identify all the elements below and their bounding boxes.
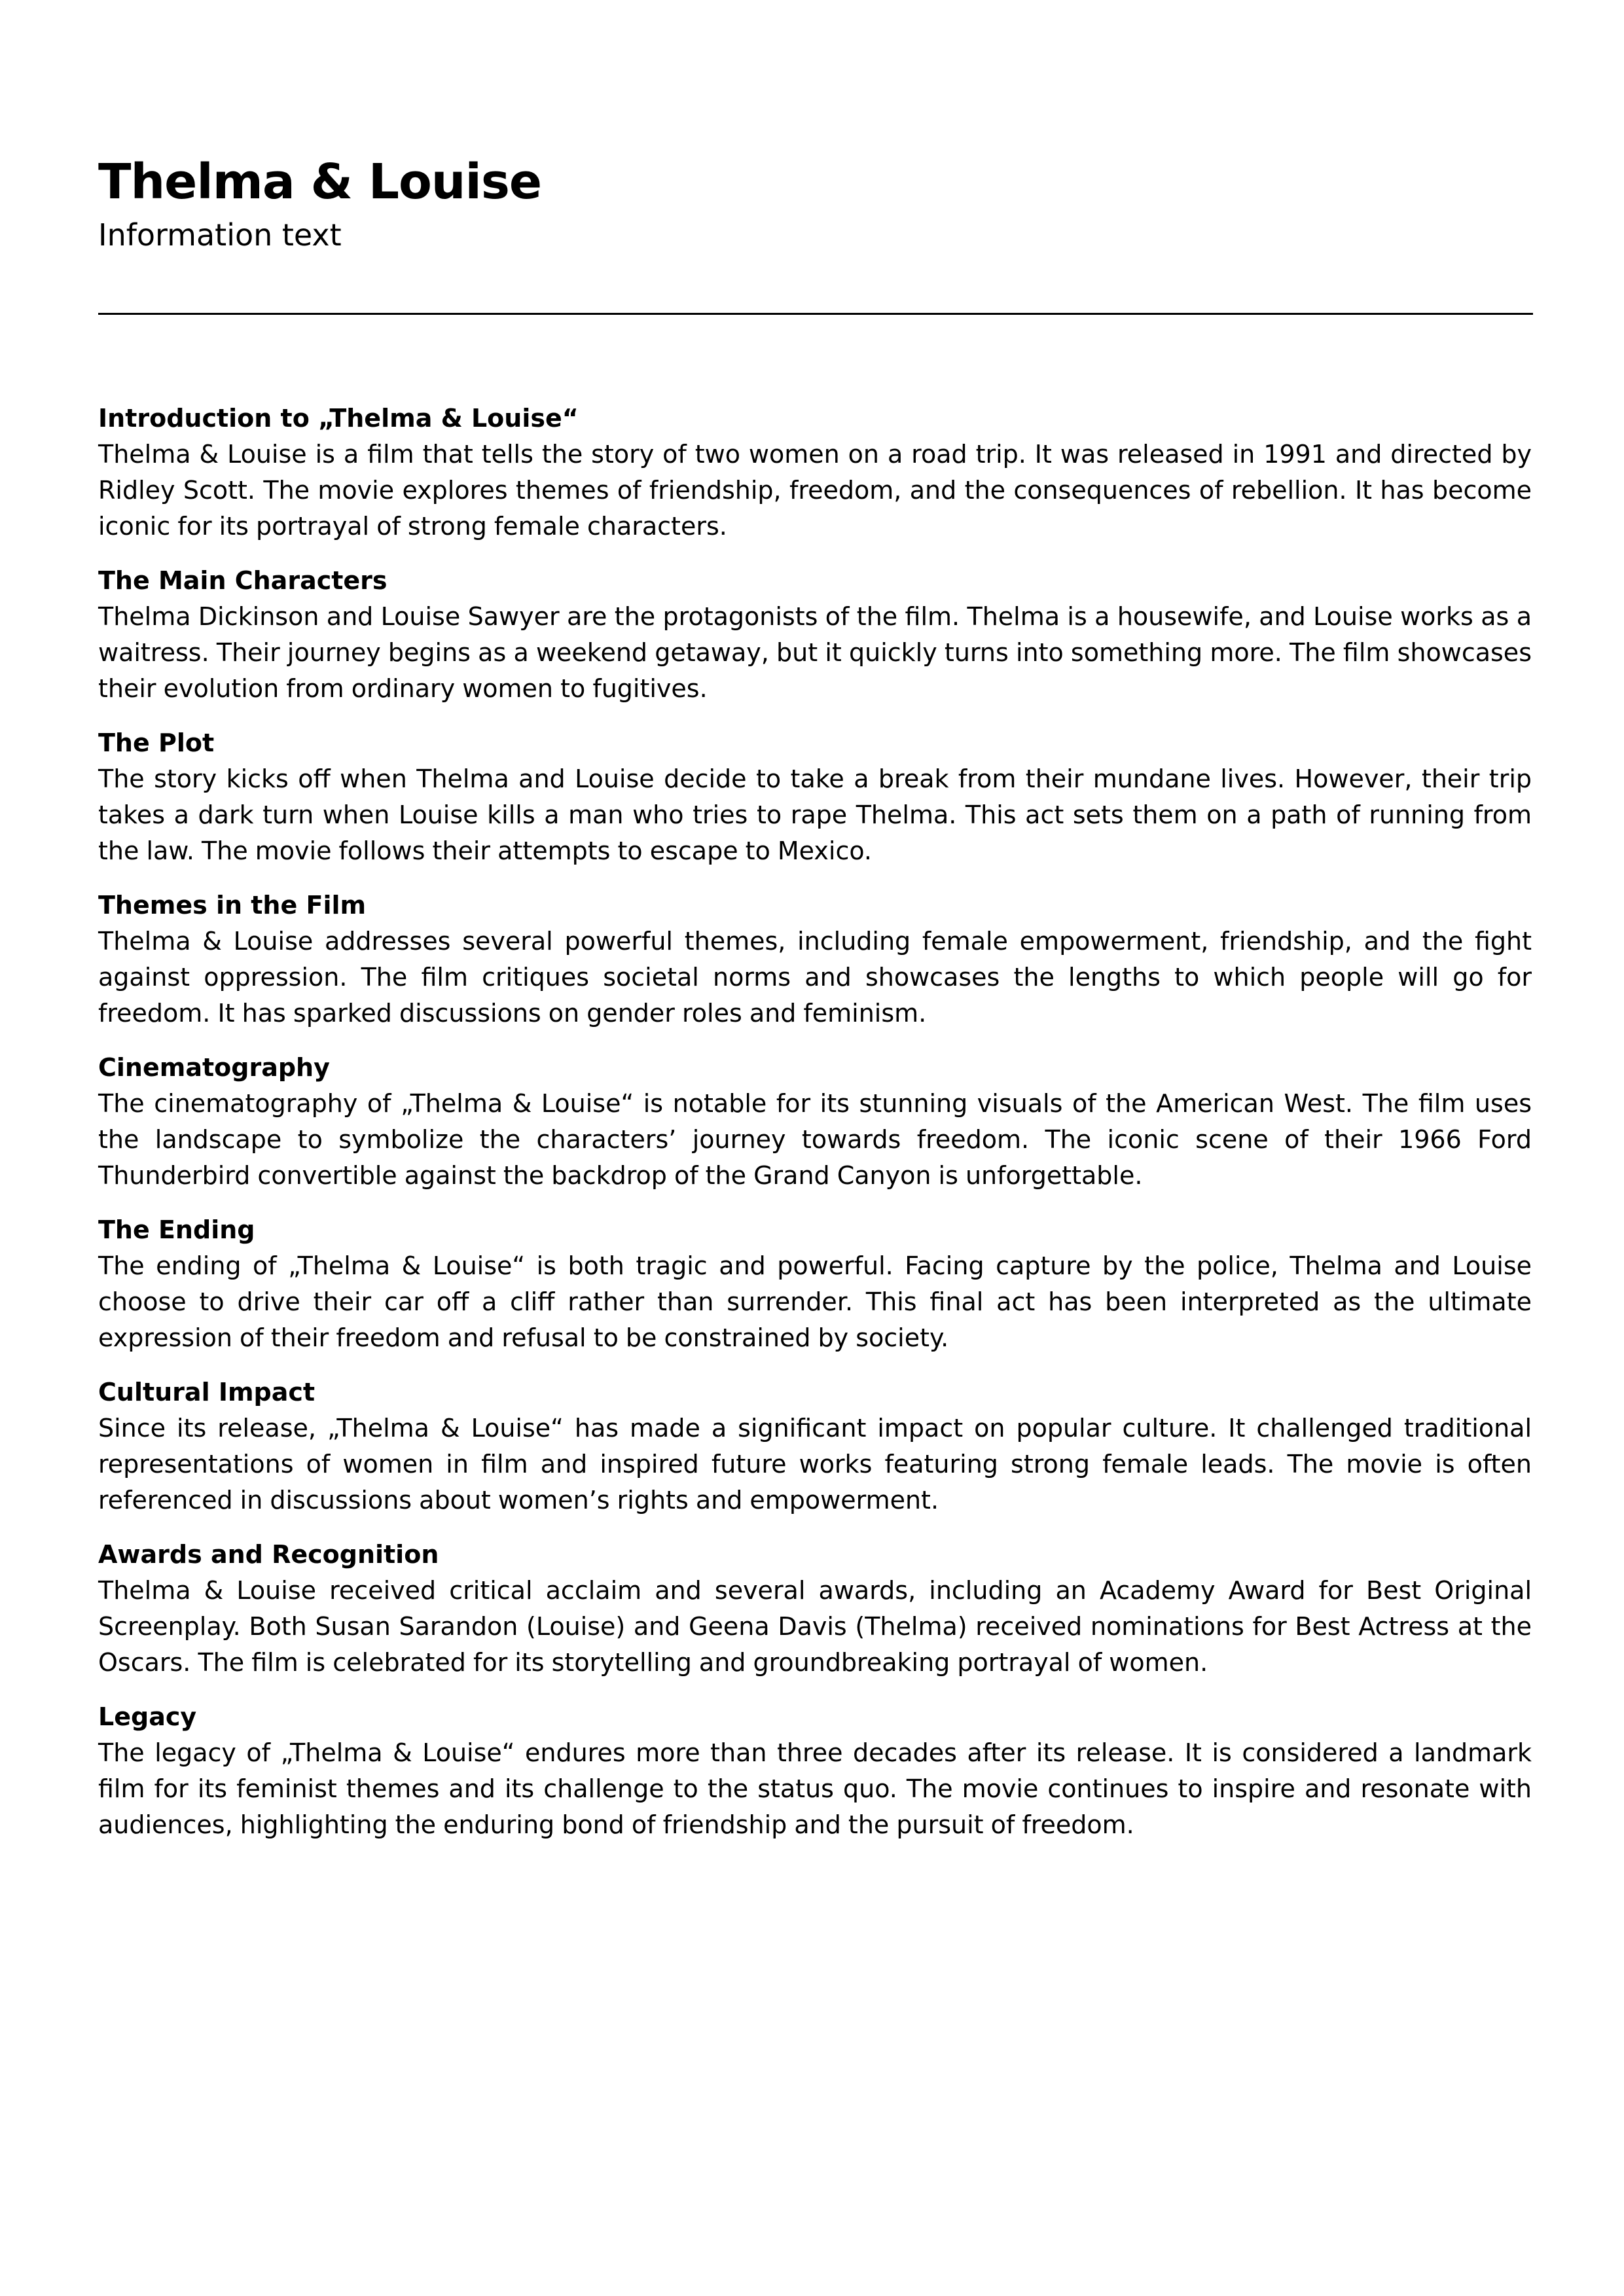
section-ending — [98, 1212, 1532, 1356]
section-plot — [98, 725, 1532, 869]
section-awards — [98, 1537, 1532, 1681]
section-legacy — [98, 1699, 1532, 1843]
section-body: The story kicks off when Thelma and Louise decide to take a break from their mundane lives. However, their trip takes a dark turn when Louise kills a man who tries to rape Thelma. This act sets them on a path of running from the law. The movie follows their attempts to escape to Mexico. — [98, 764, 1532, 865]
document-subtitle: Information text — [98, 217, 342, 253]
section-body: The ending of „Thelma & Louise“ is both tragic and powerful. Facing capture by the police, Thelma and Louise choose to drive their car off a cliff rather than surrender. This final act has been interpreted as the ultimate expression of their freedom and refusal to be constrained by society. — [98, 1251, 1532, 1352]
section-heading: Cinematography — [98, 1053, 330, 1082]
section-main-characters — [98, 563, 1532, 707]
section-body: Thelma & Louise addresses several powerful themes, including female empowerment, friendship, and the fight against oppression. The film critiques societal norms and showcases the lengths to which people will go for freedom. It has sparked discussions on gender roles and feminism. — [98, 927, 1532, 1028]
section-cultural-impact — [98, 1374, 1532, 1518]
section-heading: Introduction to „Thelma & Louise“ — [98, 404, 579, 433]
section-themes — [98, 888, 1532, 1031]
section-body: The legacy of „Thelma & Louise“ endures more than three decades after its release. It is considered a landmark film for its feminist themes and its challenge to the status quo. The movie continues to inspire and resonate with audiences, highlighting the enduring bond of friendship and the pursuit of freedom. — [98, 1738, 1532, 1839]
section-heading: The Ending — [98, 1215, 255, 1244]
section-heading: Themes in the Film — [98, 891, 367, 920]
section-body: The cinematography of „Thelma & Louise“ is notable for its stunning visuals of the American West. The film uses the landscape to symbolize the characters’ journey towards freedom. The iconic scene of their 1966 Ford Thunderbird convertible against the backdrop of the Grand Canyon is unforgettable. — [98, 1089, 1532, 1190]
header-divider — [98, 313, 1533, 315]
section-body: Thelma & Louise received critical acclaim and several awards, including an Academy Award for Best Original Screenplay. Both Susan Sarandon (Louise) and Geena Davis (Thelma) received nominations for Best Actress at the Oscars. The film is celebrated for its storytelling and groundbreaking portrayal of women. — [98, 1576, 1532, 1677]
section-body: Thelma Dickinson and Louise Sawyer are the protagonists of the film. Thelma is a housewife, and Louise works as a waitress. Their journey begins as a weekend getaway, but it quickly turns into something more. The film showcases their evolution from ordinary women to fugitives. — [98, 602, 1532, 703]
section-heading: The Main Characters — [98, 566, 388, 595]
document-page — [98, 0, 1532, 2296]
document-title: Thelma & Louise — [98, 154, 542, 210]
section-heading: Awards and Recognition — [98, 1540, 439, 1569]
section-introduction — [98, 401, 1532, 545]
section-heading: The Plot — [98, 728, 215, 757]
section-body: Thelma & Louise is a film that tells the story of two women on a road trip. It was released in 1991 and directed by Ridley Scott. The movie explores themes of friendship, freedom, and the consequences of rebellion. It has become iconic for its portrayal of strong female characters. — [98, 440, 1532, 541]
section-heading: Legacy — [98, 1702, 197, 1731]
document-content — [98, 401, 1532, 1861]
section-body: Since its release, „Thelma & Louise“ has made a significant impact on popular culture. It challenged traditional representations of women in film and inspired future works featuring strong female leads. The movie is often referenced in discussions about women’s rights and empowerment. — [98, 1414, 1532, 1515]
section-heading: Cultural Impact — [98, 1378, 316, 1407]
section-cinematography — [98, 1050, 1532, 1194]
